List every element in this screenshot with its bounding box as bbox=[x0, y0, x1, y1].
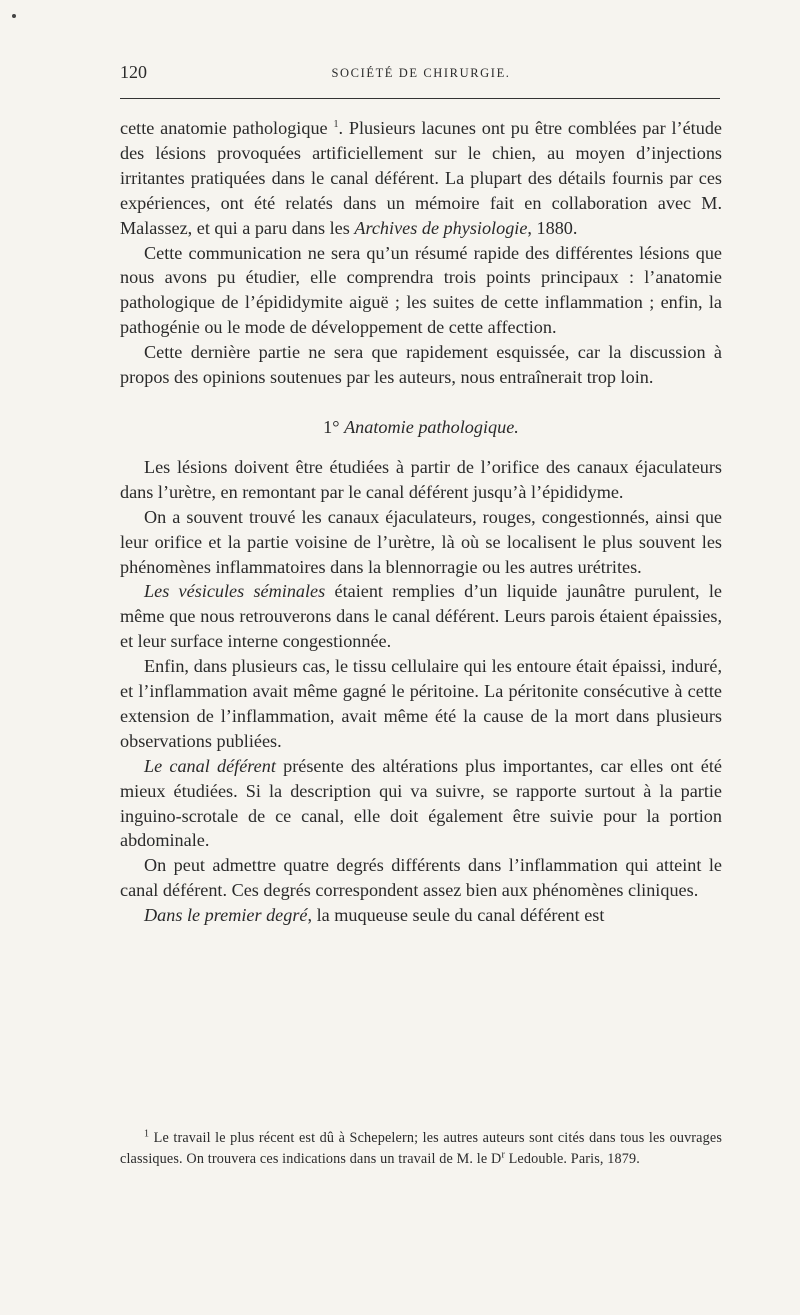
paragraph-10: Dans le premier degré, la muqueuse seule du canal déférent est bbox=[144, 905, 605, 926]
page-number: 120 bbox=[120, 62, 147, 82]
paragraph-6: Les vésicules séminales étaient remplies d’un liquide jaunâtre purulent, le même que nous retrouverons dans le canal déférent. Leurs parois étaient épaissies, et leur surface interne congestionnée. bbox=[120, 581, 722, 652]
footnotes bbox=[120, 1128, 722, 1170]
section-title: Anatomie pathologique. bbox=[344, 416, 519, 437]
emphasis: Dans le premier degré bbox=[144, 905, 308, 926]
footnote-marker: 1 bbox=[144, 1128, 150, 1140]
footnote-1: $^1$ Le travail le plus récent est dû à Schepelern; les autres auteurs sont cités dans tous les ouvrages classiques. On trouvera ces indications dans un travail de M. le $D^r$ Ledouble. Paris, 1879. bbox=[120, 1128, 722, 1167]
paragraph-9: On peut admettre quatre degrés différents dans l’inflammation qui atteint le canal déférent. Ces degrés correspondent assez bien aux phénomènes cliniques. bbox=[120, 855, 722, 901]
section-heading bbox=[120, 415, 722, 440]
paragraph-4: Les lésions doivent être étudiées à partir de l’orifice des canaux éjaculateurs dans l’urètre, en remontant par le canal déférent jusqu’à l’épididyme. bbox=[120, 456, 722, 502]
paragraph-7: Enfin, dans plusieurs cas, le tissu cellulaire qui les entoure était épaissi, induré, et l’inflammation avait même gagné le péritoine. La péritonite consécutive à cette extension de l’inflammation, avait même été la cause de la mort dans plusieurs observations publiées. bbox=[120, 656, 722, 751]
paragraph-1: cette anatomie pathologique $^1$. Plusieurs lacunes ont pu être comblées par l’étude des lésions provoquées artificiellement sur le chien, au moyen d’injections irritantes pratiquées dans le canal déférent. La plupart des détails fournis par ces expériences, ont été relatés dans un mémoire fait en collaboration avec M. Malassez, et qui a paru dans les Archives de physiologie, 1880. bbox=[120, 118, 722, 238]
footnote-ref: 1 bbox=[333, 118, 339, 130]
paragraph-5: On a souvent trouvé les canaux éjaculateurs, rouges, congestionnés, ainsi que leur orifice et la partie voisine de l’urètre, là où se localisent le plus souvent les phénomènes inflammatoires dans la blennorragie ou les autres urétrites. bbox=[120, 506, 722, 577]
journal-title: Archives de physiologie bbox=[354, 217, 528, 238]
emphasis: Le canal déférent bbox=[144, 755, 276, 776]
paragraph-8: Le canal déférent présente des altérations plus importantes, car elles ont été mieux étudiées. Si la description qui va suivre, se rapporte surtout à la partie inguino-scrotale de ce canal, elle doit également être suivie pour la portion abdominale. bbox=[120, 755, 722, 851]
page-header bbox=[120, 62, 722, 92]
section-number: 1° bbox=[323, 416, 340, 437]
emphasis: Les vésicules séminales bbox=[144, 581, 326, 602]
paragraph-3: Cette dernière partie ne sera que rapidement esquissée, car la discussion à propos des opinions soutenues par les auteurs, nous entraînerait trop loin. bbox=[120, 342, 722, 388]
paragraph-2: Cette communication ne sera qu’un résumé rapide des différentes lésions que nous avons pu étudier, elle comprendra trois points principaux : l’anatomie pathologique de l’épididymite aiguë ; les suites de cette inflammation ; enfin, la pathogénie ou le mode de développement de cette affection. bbox=[120, 242, 722, 338]
body-text bbox=[120, 116, 722, 928]
running-head: SOCIÉTÉ DE CHIRURGIE. bbox=[331, 66, 511, 80]
scan-speck bbox=[12, 14, 16, 18]
header-rule bbox=[120, 98, 720, 99]
